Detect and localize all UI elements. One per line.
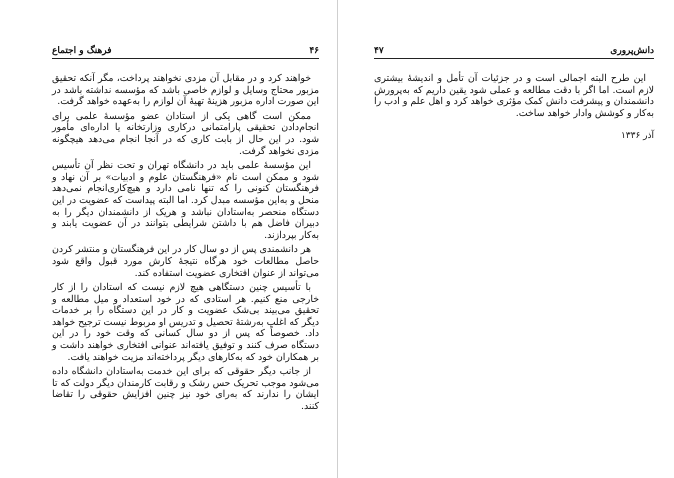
right-page-header <box>374 42 654 59</box>
right-page-body <box>374 73 654 119</box>
paragraph: ممکن است گاهی یکی از استادان عضو مؤسسهٔ علمی برای انجام‌دادن تحقیقی پارامتمانی درکاری وزارتخانه یا اداره‌ای مأمور شود. در این حال از بابت کاری که در آنجا انجام می‌دهد هیچگونه مزدی نخواهد گرفت. <box>52 110 319 157</box>
left-page-body <box>52 73 319 413</box>
left-page-header <box>52 42 319 59</box>
paragraph: با تأسیس چنین دستگاهی هیچ لازم نیست که استادان را از کار خارجی منع کنیم. هر استادی که در خود استعداد و میل مطالعه و تحقیق می‌بیند بی‌شک عضویت و کار در این دستگاه را بر خدمات دیگر که اغلب به‌رشتهٔ تحصیل و تدریس او مربوط نیست ترجیح خواهد داد. خصوصاً که پس از دو سال کسانی که وقت خود را در این دستگاه صرف کنند و توفیق یافته‌اند عنوانی افتخاری خواهند داشت و بر همکاران خود که به‌کارهای دیگر پرداخته‌اند مزیت خواهند یافت. <box>52 282 319 363</box>
running-title: فرهنگ و اجتماع <box>52 46 112 56</box>
running-title: دانش‌پروری <box>610 46 654 56</box>
paragraph: هر دانشمندی پس از دو سال کار در این فرهنگستان و منتشر کردن حاصل مطالعات خود هرگاه نتیجهٔ کارش مورد قبول واقع شود می‌تواند از عنوان افتخاری عضویت استفاده کند. <box>52 244 319 279</box>
right-page <box>338 0 674 478</box>
paragraph: از جانب دیگر حقوقی که برای این خدمت به‌استادان دانشگاه داده می‌شود موجب تحریک حس رشک و رقابت کارمندان دیگر دولت که تا ایشان را ندارند که به‌رای خود نیز چنین افزایش حقوقی را تقاضا کنند. <box>52 366 319 413</box>
page-number: ۴۶ <box>309 46 319 56</box>
paragraph: این مؤسسهٔ علمی باید در دانشگاه تهران و تحت نظر آن تأسیس شود و ممکن است نام «فرهنگستان علوم و ادبیات» بر آن نهاد و فرهنگستان کنونی را که تنها نامی دارد و هیچ‌کاری‌انجام نمی‌دهد منحل و به‌این مؤسسه مبدل کرد. اما البته پیداست که عضویت در این دستگاه منحصر به‌استادان نباشد و هریک از دانشمندان دیگر را به دبیران فاضل هم با داشتن شرایطی بتوانند در آن عضویت یابند و به‌کار بپردازند. <box>52 160 319 241</box>
date-line: آذر ۱۳۳۶ <box>620 131 654 142</box>
paragraph: این طرح البته اجمالی است و در جزئیات آن تأمل و اندیشهٔ بیشتری لازم است. اما اگر با دقت مطالعه و عملی شود یقین داریم که به‌پرورش دانشمندان و پیشرفت دانش کمک مؤثری خواهد کرد و اهل علم و ادب را به‌کار و کوشش وادار خواهد ساخت. <box>374 73 654 119</box>
paragraph: خواهند کرد و در مقابل آن مزدی نخواهند پرداخت، مگر آنکه تحقیق مزبور محتاج وسایل و لوازم خاصی باشد که مؤسسه نداشته باشد در این صورت اداره مزبور هزینهٔ تهیهٔ آن لوازم را به‌عهده خواهد گرفت. <box>52 73 319 108</box>
page-number: ۴۷ <box>374 46 384 56</box>
